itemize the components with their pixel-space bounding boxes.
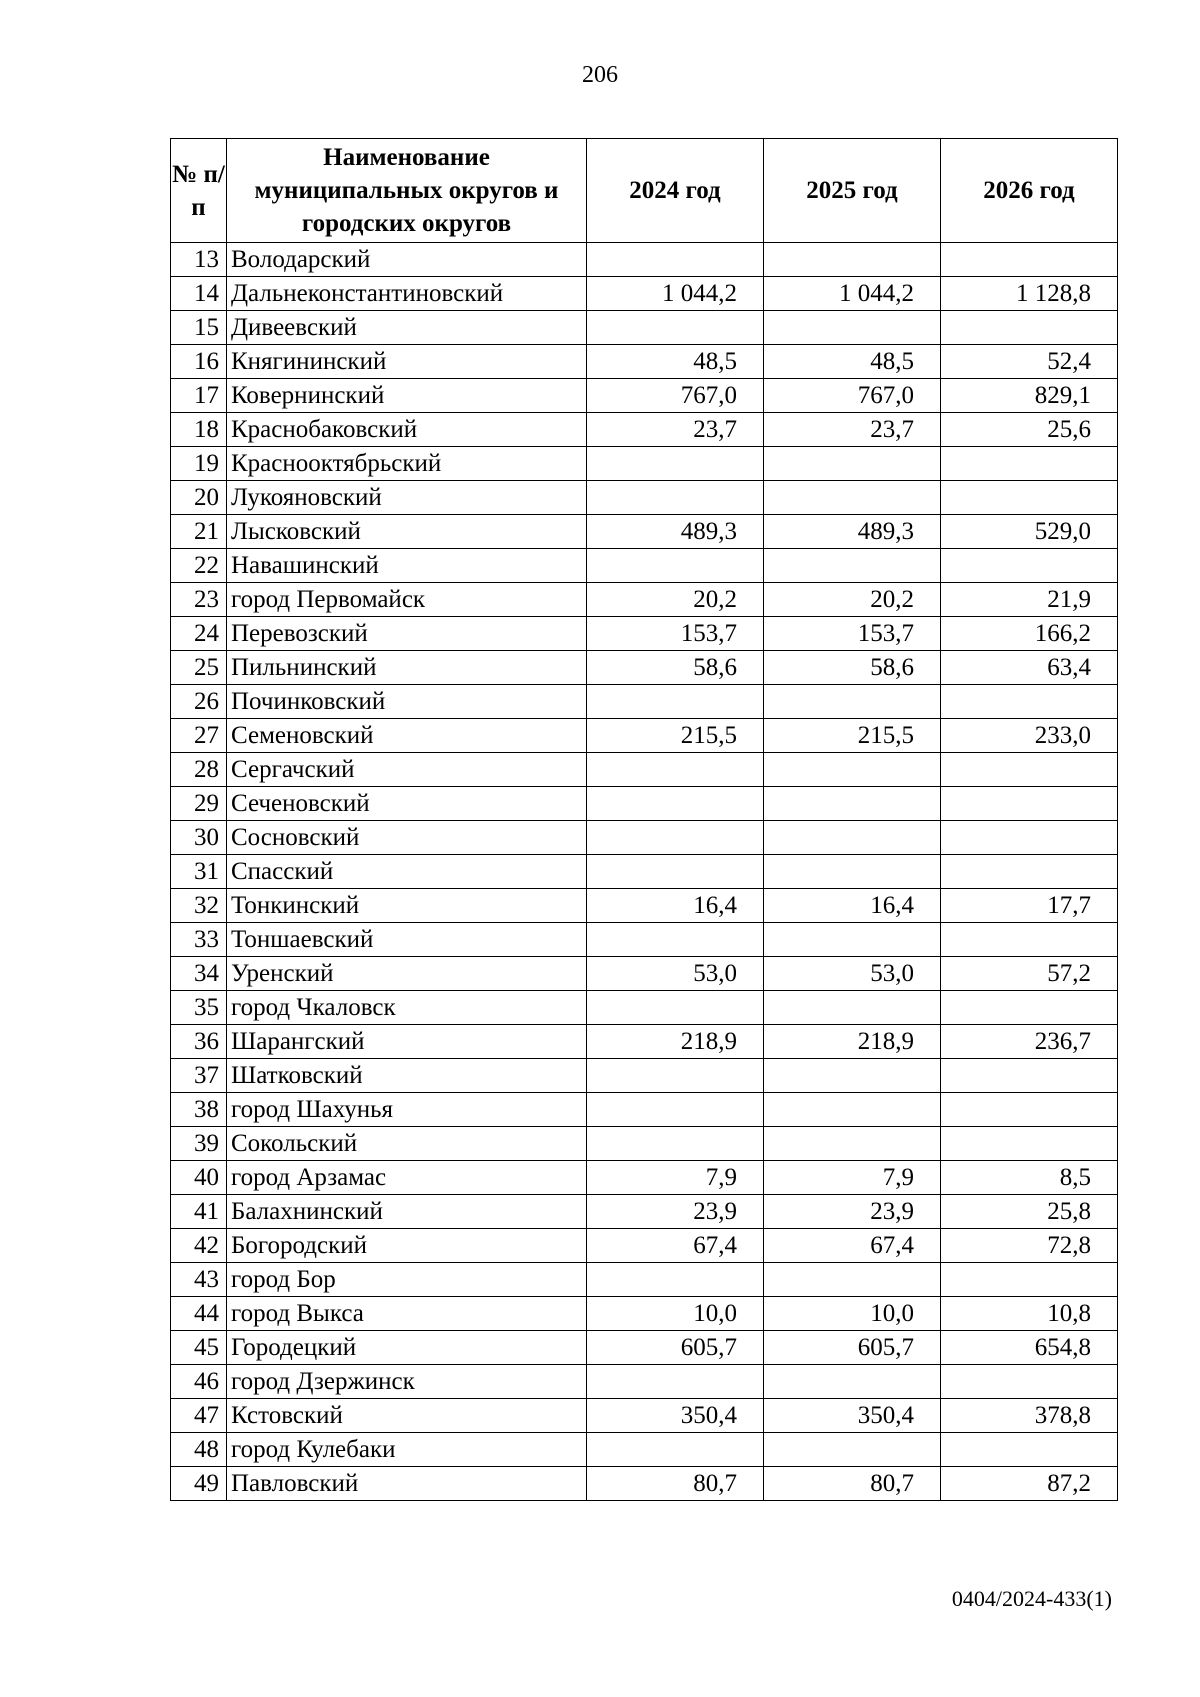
value-2024: 215,5 (587, 719, 764, 753)
table-row (171, 923, 1118, 957)
row-number: 24 (171, 617, 227, 651)
value-2025: 1 044,2 (764, 277, 941, 311)
value-2025: 16,4 (764, 889, 941, 923)
table-row (171, 1433, 1118, 1467)
district-name: Кстовский (227, 1399, 587, 1433)
value-2025: 767,0 (764, 379, 941, 413)
value-2024 (587, 447, 764, 481)
value-2025 (764, 447, 941, 481)
table-row (171, 1399, 1118, 1433)
value-2026: 10,8 (941, 1297, 1118, 1331)
row-number: 25 (171, 651, 227, 685)
table-row (171, 685, 1118, 719)
value-2025: 80,7 (764, 1467, 941, 1501)
value-2024: 58,6 (587, 651, 764, 685)
table-row (171, 481, 1118, 515)
value-2026: 21,9 (941, 583, 1118, 617)
value-2025 (764, 1433, 941, 1467)
value-2024 (587, 311, 764, 345)
table-row (171, 1093, 1118, 1127)
district-name: город Чкаловск (227, 991, 587, 1025)
value-2025 (764, 1365, 941, 1399)
table-row (171, 1161, 1118, 1195)
district-name: Спасский (227, 855, 587, 889)
value-2026: 654,8 (941, 1331, 1118, 1365)
value-2025: 605,7 (764, 1331, 941, 1365)
value-2025: 58,6 (764, 651, 941, 685)
value-2026: 8,5 (941, 1161, 1118, 1195)
value-2025: 53,0 (764, 957, 941, 991)
value-2026 (941, 821, 1118, 855)
value-2025: 20,2 (764, 583, 941, 617)
district-name: Володарский (227, 243, 587, 277)
value-2024: 20,2 (587, 583, 764, 617)
district-name: Краснобаковский (227, 413, 587, 447)
value-2026 (941, 753, 1118, 787)
district-name: Перевозский (227, 617, 587, 651)
row-number: 21 (171, 515, 227, 549)
value-2026 (941, 1365, 1118, 1399)
table-row (171, 549, 1118, 583)
value-2024 (587, 923, 764, 957)
table-row (171, 1195, 1118, 1229)
value-2025: 350,4 (764, 1399, 941, 1433)
value-2026: 378,8 (941, 1399, 1118, 1433)
value-2026 (941, 991, 1118, 1025)
value-2025 (764, 753, 941, 787)
table-row (171, 311, 1118, 345)
table-row (171, 1127, 1118, 1161)
value-2024: 7,9 (587, 1161, 764, 1195)
row-number: 45 (171, 1331, 227, 1365)
value-2026 (941, 549, 1118, 583)
value-2025 (764, 787, 941, 821)
row-number: 27 (171, 719, 227, 753)
district-name: Лысковский (227, 515, 587, 549)
value-2025 (764, 821, 941, 855)
table-row (171, 379, 1118, 413)
table-row (171, 1365, 1118, 1399)
value-2026: 829,1 (941, 379, 1118, 413)
district-name: город Арзамас (227, 1161, 587, 1195)
value-2024 (587, 821, 764, 855)
row-number: 26 (171, 685, 227, 719)
table-row (171, 345, 1118, 379)
value-2025: 23,9 (764, 1195, 941, 1229)
row-number: 40 (171, 1161, 227, 1195)
value-2026 (941, 855, 1118, 889)
value-2024: 48,5 (587, 345, 764, 379)
row-number: 23 (171, 583, 227, 617)
value-2026: 236,7 (941, 1025, 1118, 1059)
district-name: Уренский (227, 957, 587, 991)
value-2025: 48,5 (764, 345, 941, 379)
value-2025 (764, 685, 941, 719)
district-name: Лукояновский (227, 481, 587, 515)
table-row (171, 515, 1118, 549)
row-number: 34 (171, 957, 227, 991)
row-number: 19 (171, 447, 227, 481)
district-name: Балахнинский (227, 1195, 587, 1229)
district-name: Сеченовский (227, 787, 587, 821)
district-name: Сергачский (227, 753, 587, 787)
table-row (171, 243, 1118, 277)
value-2026: 72,8 (941, 1229, 1118, 1263)
document-code: 0404/2024-433(1) (951, 1586, 1112, 1611)
value-2025 (764, 923, 941, 957)
row-number: 48 (171, 1433, 227, 1467)
district-name: Шарангский (227, 1025, 587, 1059)
district-name: Павловский (227, 1467, 587, 1501)
row-number: 39 (171, 1127, 227, 1161)
table-body (171, 243, 1118, 1501)
row-number: 44 (171, 1297, 227, 1331)
value-2024: 489,3 (587, 515, 764, 549)
value-2026 (941, 787, 1118, 821)
value-2025 (764, 1127, 941, 1161)
value-2025 (764, 855, 941, 889)
table-row (171, 855, 1118, 889)
row-number: 18 (171, 413, 227, 447)
district-name: город Бор (227, 1263, 587, 1297)
district-name: Сокольский (227, 1127, 587, 1161)
table-row (171, 1263, 1118, 1297)
value-2024: 767,0 (587, 379, 764, 413)
value-2024 (587, 481, 764, 515)
row-number: 36 (171, 1025, 227, 1059)
row-number: 30 (171, 821, 227, 855)
table-row (171, 1229, 1118, 1263)
district-name: Дальнеконстантиновский (227, 277, 587, 311)
row-number: 46 (171, 1365, 227, 1399)
table-row (171, 413, 1118, 447)
value-2024 (587, 787, 764, 821)
value-2025: 7,9 (764, 1161, 941, 1195)
value-2026 (941, 685, 1118, 719)
value-2025: 218,9 (764, 1025, 941, 1059)
row-number: 17 (171, 379, 227, 413)
district-name: Городецкий (227, 1331, 587, 1365)
district-name: город Шахунья (227, 1093, 587, 1127)
value-2026 (941, 923, 1118, 957)
district-name: Шатковский (227, 1059, 587, 1093)
value-2026: 25,8 (941, 1195, 1118, 1229)
value-2025 (764, 243, 941, 277)
value-2024: 16,4 (587, 889, 764, 923)
value-2025: 10,0 (764, 1297, 941, 1331)
value-2024: 350,4 (587, 1399, 764, 1433)
table-row (171, 1025, 1118, 1059)
district-name: Навашинский (227, 549, 587, 583)
value-2024: 53,0 (587, 957, 764, 991)
row-number: 28 (171, 753, 227, 787)
row-number: 33 (171, 923, 227, 957)
header-2026: 2026 год (941, 139, 1118, 243)
row-number: 29 (171, 787, 227, 821)
value-2024: 605,7 (587, 1331, 764, 1365)
table-row (171, 889, 1118, 923)
value-2025 (764, 1263, 941, 1297)
value-2024 (587, 243, 764, 277)
row-number: 43 (171, 1263, 227, 1297)
value-2024 (587, 855, 764, 889)
value-2025: 153,7 (764, 617, 941, 651)
district-name: город Первомайск (227, 583, 587, 617)
district-name: Починковский (227, 685, 587, 719)
value-2026 (941, 1093, 1118, 1127)
value-2026 (941, 447, 1118, 481)
value-2025 (764, 1093, 941, 1127)
value-2024 (587, 1433, 764, 1467)
value-2024: 23,7 (587, 413, 764, 447)
table-row (171, 583, 1118, 617)
value-2024: 10,0 (587, 1297, 764, 1331)
value-2024 (587, 1127, 764, 1161)
district-name: Пильнинский (227, 651, 587, 685)
value-2025 (764, 481, 941, 515)
district-name: Дивеевский (227, 311, 587, 345)
district-name: город Выкса (227, 1297, 587, 1331)
table-row (171, 821, 1118, 855)
value-2024 (587, 753, 764, 787)
value-2024 (587, 1365, 764, 1399)
value-2026: 25,6 (941, 413, 1118, 447)
value-2026: 52,4 (941, 345, 1118, 379)
table-row (171, 447, 1118, 481)
value-2024: 218,9 (587, 1025, 764, 1059)
district-name: Тоншаевский (227, 923, 587, 957)
value-2025: 67,4 (764, 1229, 941, 1263)
row-number: 15 (171, 311, 227, 345)
value-2026 (941, 1127, 1118, 1161)
row-number: 38 (171, 1093, 227, 1127)
value-2025: 215,5 (764, 719, 941, 753)
district-name: город Дзержинск (227, 1365, 587, 1399)
value-2025: 23,7 (764, 413, 941, 447)
district-name: город Кулебаки (227, 1433, 587, 1467)
district-name: Тонкинский (227, 889, 587, 923)
value-2026: 17,7 (941, 889, 1118, 923)
district-name: Княгининский (227, 345, 587, 379)
value-2025 (764, 991, 941, 1025)
value-2024 (587, 1059, 764, 1093)
row-number: 32 (171, 889, 227, 923)
table-row (171, 1331, 1118, 1365)
row-number: 49 (171, 1467, 227, 1501)
value-2025 (764, 311, 941, 345)
table-row (171, 719, 1118, 753)
page-number: 206 (582, 62, 618, 88)
value-2024 (587, 549, 764, 583)
value-2024 (587, 685, 764, 719)
row-number: 37 (171, 1059, 227, 1093)
row-number: 42 (171, 1229, 227, 1263)
value-2026: 63,4 (941, 651, 1118, 685)
table-row (171, 787, 1118, 821)
table-row (171, 277, 1118, 311)
row-number: 22 (171, 549, 227, 583)
value-2024 (587, 991, 764, 1025)
value-2026 (941, 1263, 1118, 1297)
value-2026: 529,0 (941, 515, 1118, 549)
district-name: Краснооктябрьский (227, 447, 587, 481)
value-2026 (941, 311, 1118, 345)
value-2025: 489,3 (764, 515, 941, 549)
value-2026 (941, 1433, 1118, 1467)
header-num: № п/п (171, 139, 227, 243)
value-2026: 87,2 (941, 1467, 1118, 1501)
table-row (171, 1297, 1118, 1331)
value-2026 (941, 481, 1118, 515)
table-row (171, 753, 1118, 787)
row-number: 35 (171, 991, 227, 1025)
district-name: Ковернинский (227, 379, 587, 413)
row-number: 31 (171, 855, 227, 889)
value-2026 (941, 1059, 1118, 1093)
table-row (171, 957, 1118, 991)
value-2026: 233,0 (941, 719, 1118, 753)
value-2026: 57,2 (941, 957, 1118, 991)
district-name: Семеновский (227, 719, 587, 753)
value-2024: 153,7 (587, 617, 764, 651)
header-2025: 2025 год (764, 139, 941, 243)
allocation-table (170, 138, 1118, 1501)
table-row (171, 617, 1118, 651)
district-name: Сосновский (227, 821, 587, 855)
table-row (171, 1467, 1118, 1501)
row-number: 41 (171, 1195, 227, 1229)
value-2026: 166,2 (941, 617, 1118, 651)
value-2026 (941, 243, 1118, 277)
row-number: 47 (171, 1399, 227, 1433)
value-2024 (587, 1093, 764, 1127)
value-2026: 1 128,8 (941, 277, 1118, 311)
value-2024: 1 044,2 (587, 277, 764, 311)
value-2024: 23,9 (587, 1195, 764, 1229)
table-row (171, 991, 1118, 1025)
table-header-row (171, 139, 1118, 243)
row-number: 13 (171, 243, 227, 277)
row-number: 14 (171, 277, 227, 311)
table-row (171, 651, 1118, 685)
header-name: Наименование муниципальных округов и городских округов (227, 139, 587, 243)
value-2024: 67,4 (587, 1229, 764, 1263)
value-2024: 80,7 (587, 1467, 764, 1501)
value-2025 (764, 549, 941, 583)
header-2024: 2024 год (587, 139, 764, 243)
row-number: 16 (171, 345, 227, 379)
district-name: Богородский (227, 1229, 587, 1263)
value-2024 (587, 1263, 764, 1297)
table-row (171, 1059, 1118, 1093)
value-2025 (764, 1059, 941, 1093)
row-number: 20 (171, 481, 227, 515)
